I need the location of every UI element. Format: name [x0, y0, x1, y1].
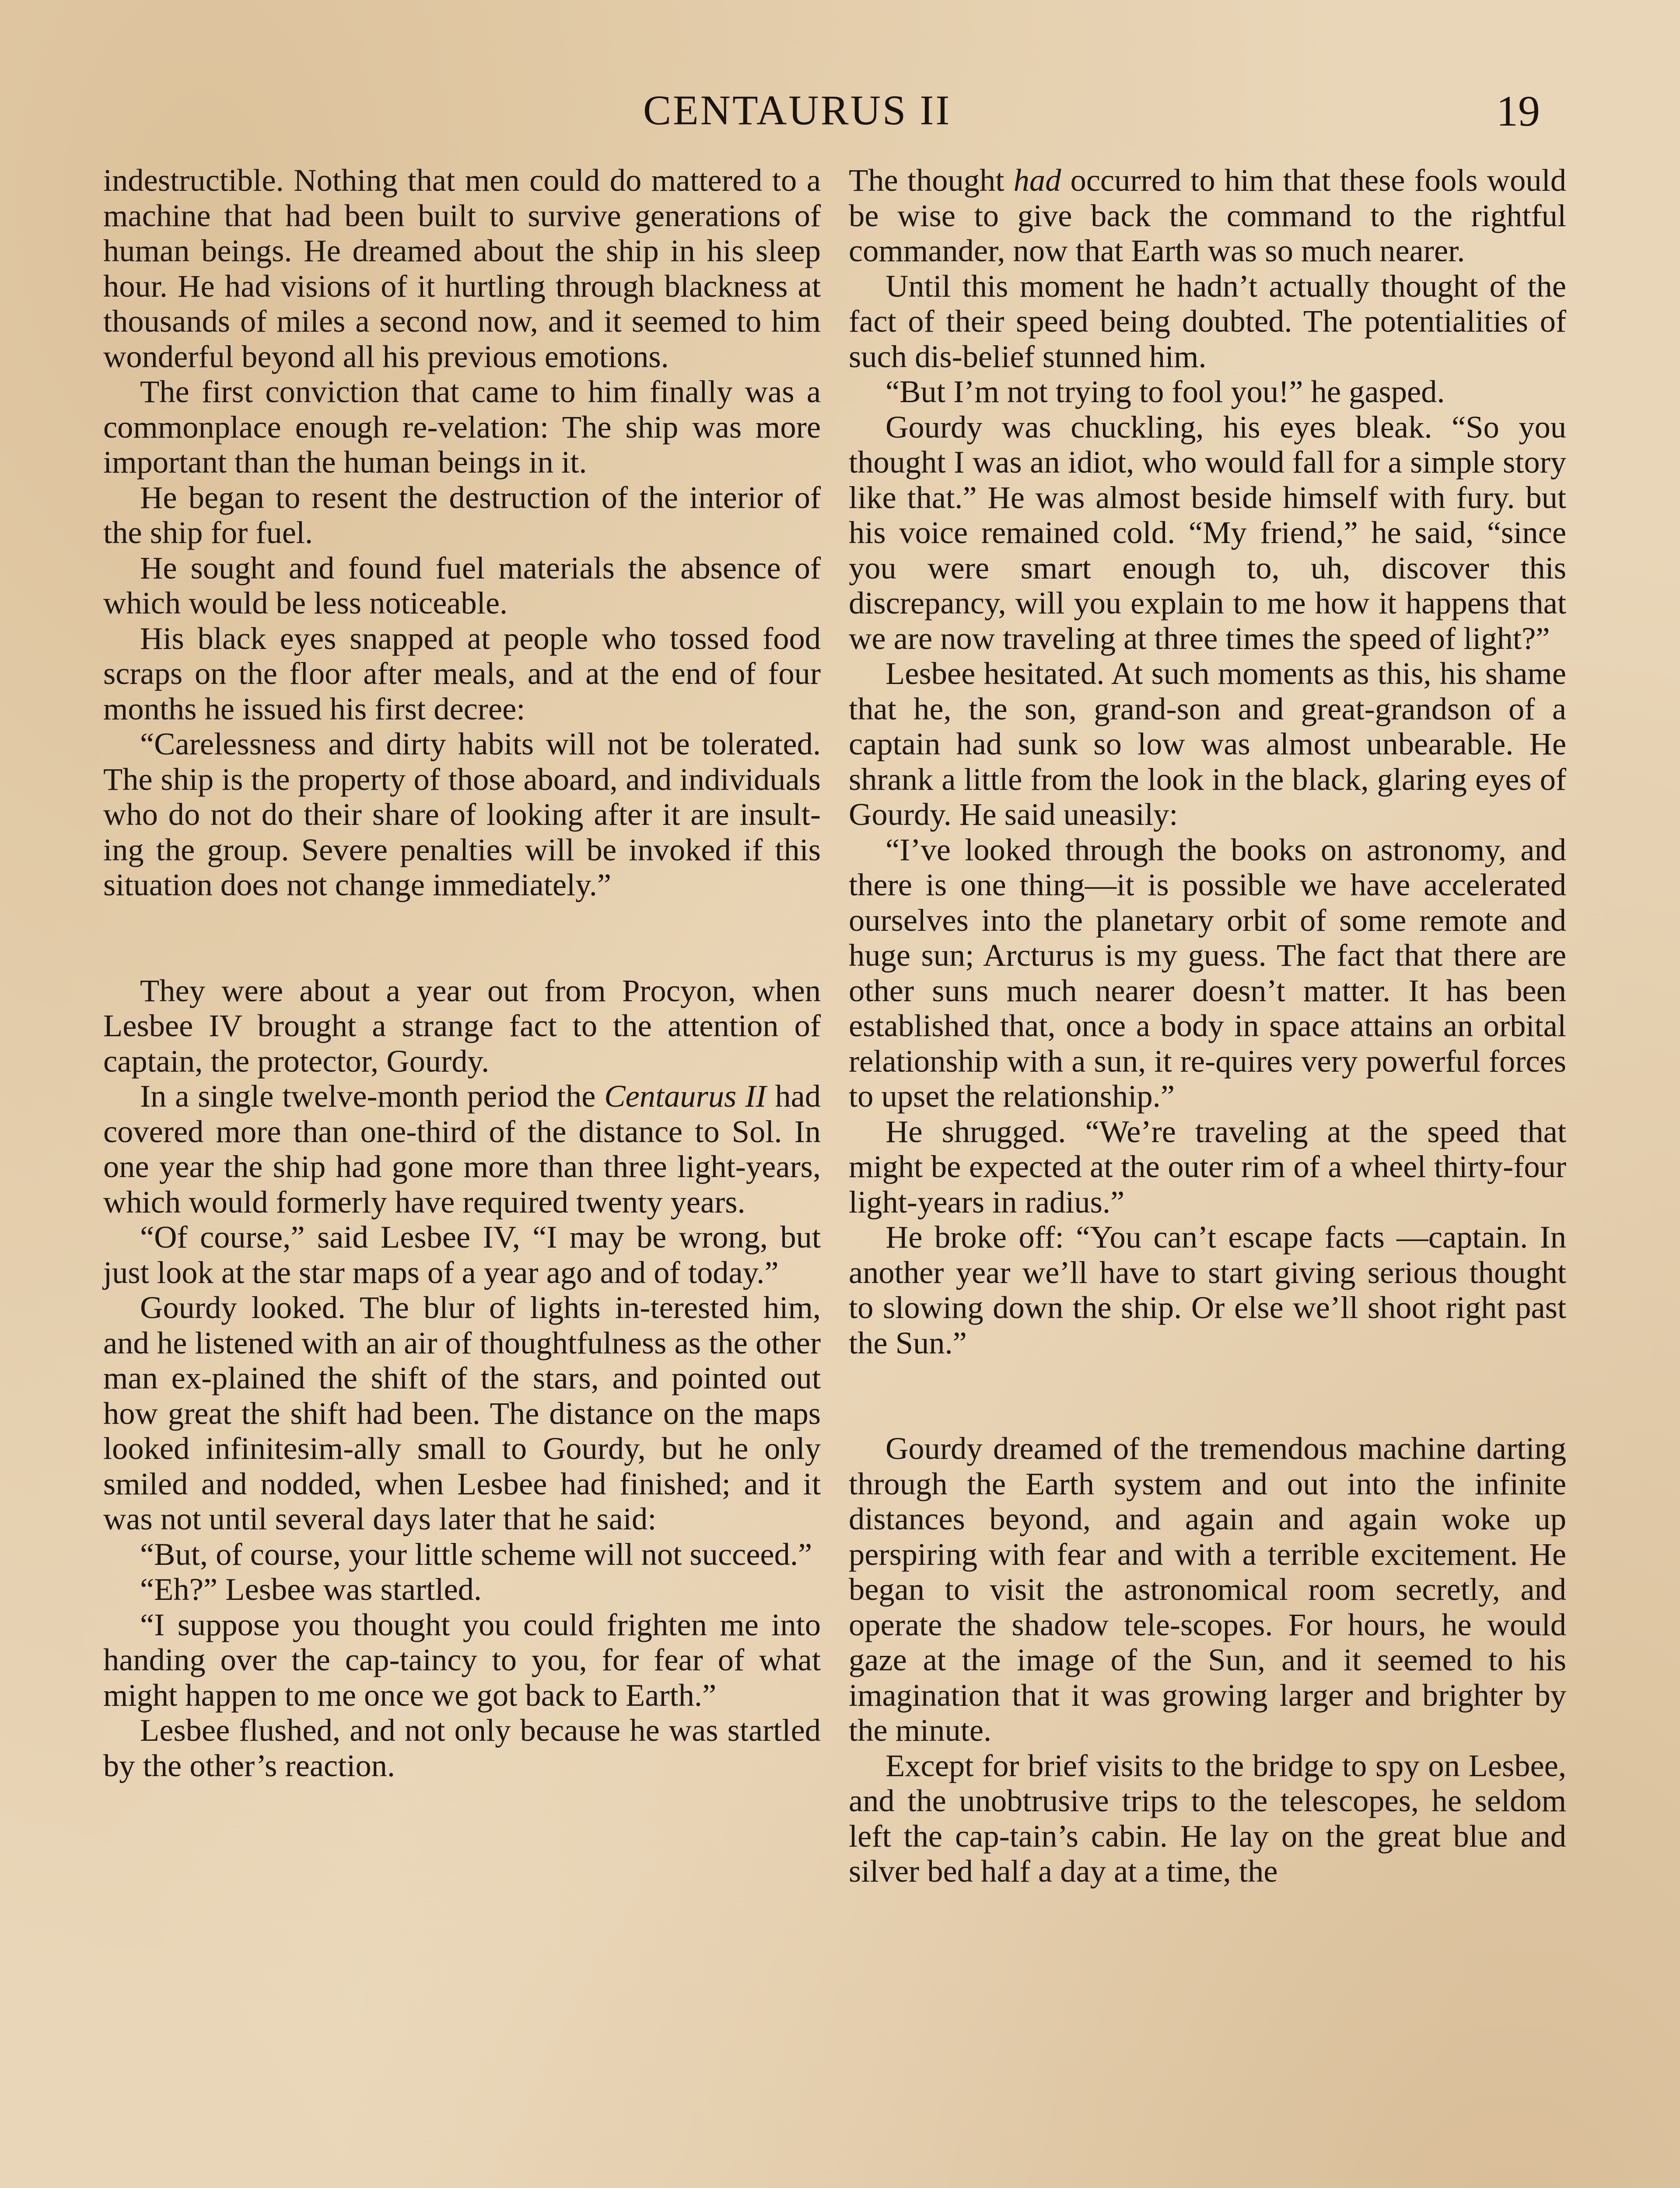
paragraph: “I suppose you thought you could frighten me into handing over the cap-taincy to you, for fear of what might happen to me once we got back to Earth.”	[103, 1606, 821, 1713]
paragraph: The first conviction that came to him finally was a commonplace enough re-velation: The ship was more important than the human beings in it.	[103, 374, 821, 480]
paragraph: He began to resent the destruction of the interior of the ship for fuel.	[103, 479, 821, 550]
paragraph: He sought and found fuel materials the absence of which would be less noticeable.	[103, 550, 821, 621]
ship-name-italic: Centaurus II	[604, 1078, 766, 1114]
paragraph: He shrugged. “We’re traveling at the speed that might be expected at the outer rim of a wheel thirty-four light-years in radius.”	[849, 1113, 1566, 1220]
paragraph: Except for brief visits to the bridge to spy on Lesbee, and the unobtrusive trips to the telescopes, he seldom left the cap-tain’s cabin. He lay on the great blue and silver bed half a day at a time, the	[849, 1747, 1566, 1889]
paragraph	[103, 1079, 821, 1220]
paragraph-lead: The thought	[849, 162, 1004, 198]
paragraph: indestructible. Nothing that men could do mattered to a machine that had been built to survive generations of human beings. He dreamed about the ship in his sleep hour. He had visions of it hurtling through blackness at thousands of miles a second now, and it seemed to him wonderful beyond all his previous emotions.	[103, 162, 821, 374]
paragraph: “Eh?” Lesbee was startled.	[140, 1571, 482, 1607]
paragraph: Gourdy looked. The blur of lights in-terested him, and he listened with an air of thoughtfulness as the other man ex-plained the shift of the stars, and pointed out how great the shift had been. The distance on the maps looked infinitesim-ally small to Gourdy, but he only smiled and nodded, when Lesbee had finished; and it was not until several days later that he said:	[103, 1290, 821, 1536]
right-text-column	[849, 163, 1566, 1889]
running-head-title: CENTAURUS II	[643, 87, 952, 133]
page-number: 19	[1496, 87, 1540, 135]
paragraph: Until this moment he hadn’t actually thought of the fact of their speed being doubted. The potentialities of such dis-belief stunned him.	[849, 268, 1566, 374]
paragraph: His black eyes snapped at people who tossed food scraps on the floor after meals, and at the end of four months he issued his first decree:	[103, 620, 821, 726]
emphasis-italic: had	[1013, 162, 1061, 198]
paragraph-rest: occurred to him that these fools would be wise to give back the command to the rightful commander, now that Earth was so much nearer.	[849, 162, 1567, 268]
paragraph	[849, 163, 1566, 269]
paragraph-lead: In a single twelve-month period the	[140, 1078, 596, 1114]
left-text-column	[103, 163, 821, 1783]
section-break	[849, 1360, 1566, 1431]
paragraph: Lesbee hesitated. At such moments as this, his shame that he, the son, grand-son and great-grandson of a captain had sunk so low was almost unbearable. He shrank a little from the look in the black, glaring eyes of Gourdy. He said uneasily:	[849, 656, 1566, 832]
paragraph: “But I’m not trying to fool you!” he gasped.	[886, 374, 1445, 409]
paragraph: “Of course,” said Lesbee IV, “I may be wrong, but just look at the star maps of a year ago and of today.”	[103, 1219, 821, 1290]
paragraph: Gourdy dreamed of the tremendous machine darting through the Earth system and out into the infinite distances beyond, and again and again woke up perspiring with fear and with a terrible excitement. He began to visit the astronomical room secretly, and operate the shadow tele-scopes. For hours, he would gaze at the image of the Sun, and it seemed to his imagination that it was growing larger and brighter by the minute.	[849, 1431, 1566, 1748]
paragraph: They were about a year out from Procyon, when Lesbee IV brought a strange fact to the attention of captain, the protector, Gourdy.	[103, 972, 821, 1079]
paragraph: “Carelessness and dirty habits will not be tolerated. The ship is the property of those aboard, and individuals who do not do their share of looking after it are insult-ing the group. Severe penalties will be invoked if this situation does not change immediately.”	[103, 726, 821, 902]
paragraph: He broke off: “You can’t escape facts —captain. In another year we’ll have to start giving serious thought to slowing down the ship. Or else we’ll shoot right past the Sun.”	[849, 1219, 1566, 1360]
paragraph: “I’ve looked through the books on astronomy, and there is one thing—it is possible we have accelerated ourselves into the planetary orbit of some remote and huge sun; Arcturus is my guess. The fact that there are other suns much nearer doesn’t matter. It has been established that, once a body in space attains an orbital relationship with a sun, it re-quires very powerful forces to upset the relationship.”	[849, 831, 1566, 1114]
paragraph: “But, of course, your little scheme will not succeed.”	[140, 1536, 812, 1572]
paragraph: Gourdy was chuckling, his eyes bleak. “So you thought I was an idiot, who would fall for a simple story like that.” He was almost beside himself with fury. but his voice remained cold. “My friend,” he said, “since you were smart enough to, uh, discover this discrepancy, will you explain to me how it happens that we are now traveling at three times the speed of light?”	[849, 409, 1566, 656]
section-break	[103, 903, 821, 973]
paragraph-rest: had covered more than one-third of the distance to Sol. In one year the ship had gone more than three light-years, which would formerly have required twenty years.	[103, 1078, 821, 1220]
paragraph: Lesbee flushed, and not only because he was startled by the other’s reaction.	[103, 1712, 821, 1783]
